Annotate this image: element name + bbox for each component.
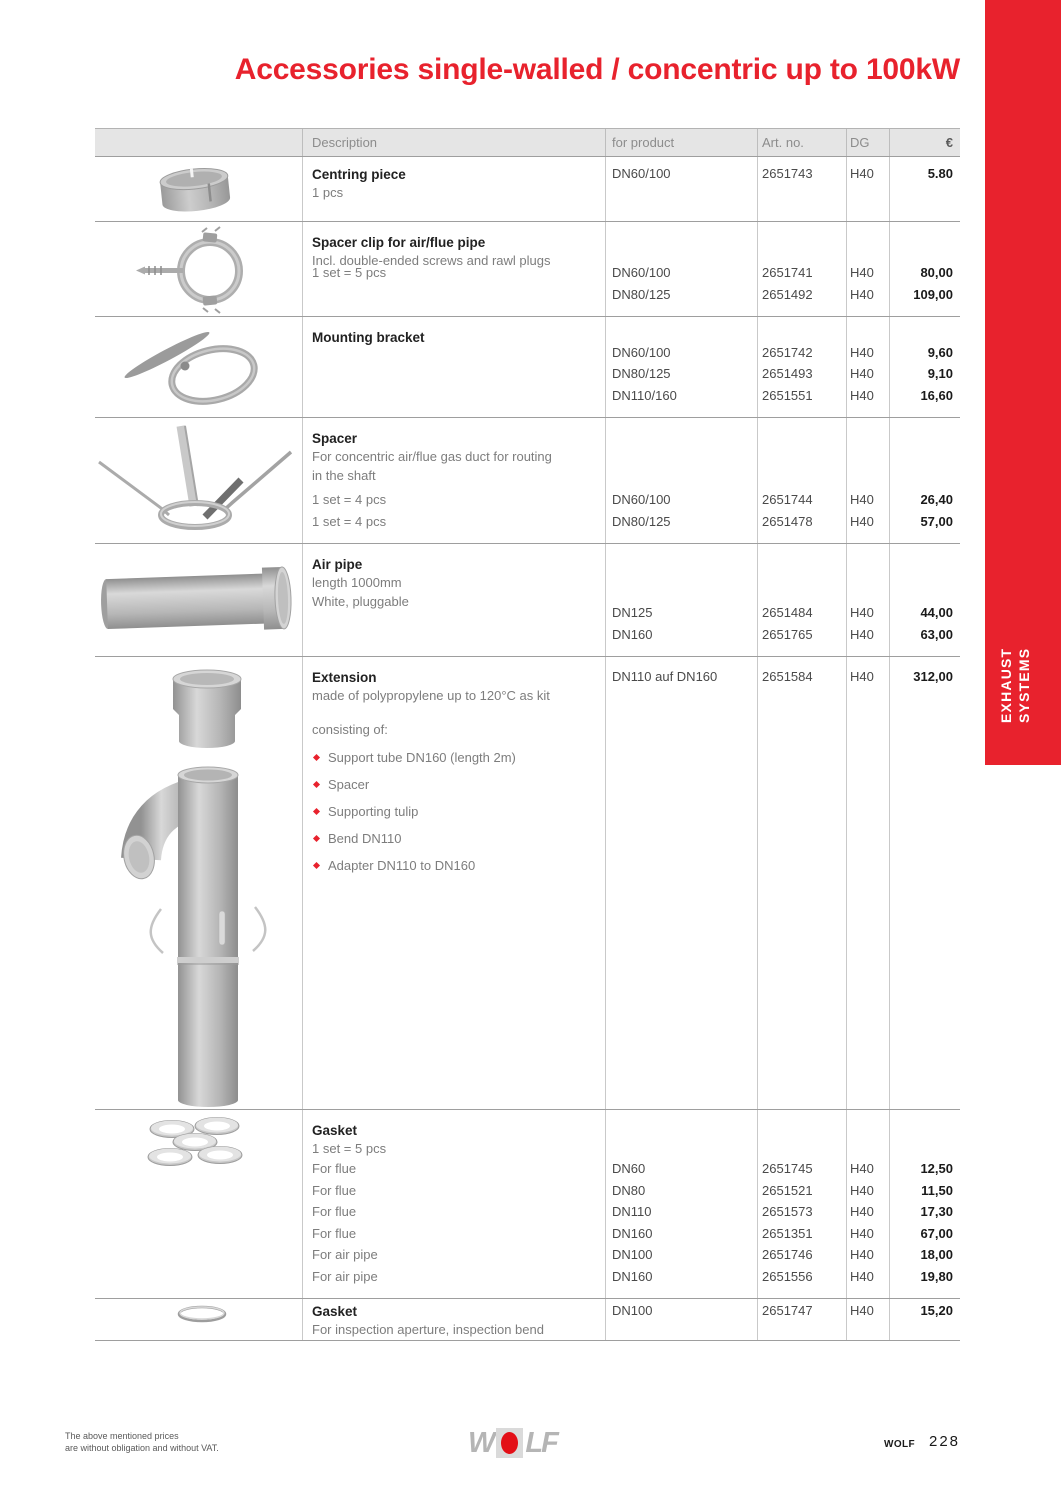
dg-cell: H40 xyxy=(850,1247,874,1262)
variant-line xyxy=(95,514,960,536)
price-cell: 11,50 xyxy=(921,1182,953,1198)
art-no-cell: 2651484 xyxy=(762,605,813,620)
logo-letter-w: W xyxy=(468,1427,494,1459)
for-product-cell: DN110/160 xyxy=(612,387,677,403)
product-table xyxy=(95,128,960,1341)
dg-cell: H40 xyxy=(850,513,874,529)
for-product-cell: DN100 xyxy=(612,1247,653,1262)
list-item xyxy=(312,775,598,794)
header-art-no: Art. no. xyxy=(762,135,804,150)
logo-letter-lf: LF xyxy=(525,1427,557,1459)
art-no-cell: 2651584 xyxy=(762,669,813,684)
for-product-cell: DN60/100 xyxy=(612,166,671,181)
table-row-gasket-inspection xyxy=(95,1299,960,1341)
logo-o-mark xyxy=(496,1428,523,1458)
price-cell: 18,00 xyxy=(920,1247,953,1262)
for-product-cell: DN100 xyxy=(612,1303,653,1318)
for-product-cell: DN80/125 xyxy=(612,286,671,302)
row-description xyxy=(312,669,598,883)
price-cell: 57,00 xyxy=(920,513,953,529)
row-subtitle: 1 set = 5 pcs xyxy=(312,1141,387,1156)
price-cell: 9,10 xyxy=(927,366,953,381)
for-product-cell: DN160 xyxy=(612,1225,653,1241)
table-row-centring-piece xyxy=(95,157,960,222)
row-subtitle: Incl. double-ended screws and rawl plugs xyxy=(312,253,551,268)
for-product-cell: DN60/100 xyxy=(612,344,671,360)
list-item-text: Adapter DN110 to DN160 xyxy=(328,858,476,873)
list-item-text: Spacer xyxy=(328,777,370,792)
table-header-row xyxy=(95,128,960,157)
extension-image xyxy=(95,657,302,1109)
column-divider xyxy=(846,657,847,1109)
variant-line xyxy=(95,287,960,309)
art-no-cell: 2651556 xyxy=(762,1268,813,1284)
variant-lines xyxy=(95,1161,960,1290)
variant-line xyxy=(95,265,960,287)
art-no-cell: 2651492 xyxy=(762,286,813,302)
variant-line xyxy=(95,388,960,410)
dg-cell: H40 xyxy=(850,1182,874,1198)
dg-cell: H40 xyxy=(850,669,874,684)
header-description: Description xyxy=(312,135,378,150)
art-no-cell: 2651521 xyxy=(762,1182,813,1198)
dg-cell: H40 xyxy=(850,286,874,302)
header-euro: € xyxy=(945,135,953,150)
footer-note-line2: are without obligation and without VAT. xyxy=(65,1443,219,1453)
bullet-icon xyxy=(313,862,320,869)
dg-cell: H40 xyxy=(850,344,874,360)
for-product-cell: DN110 auf DN160 xyxy=(612,669,718,684)
footer-price-note xyxy=(65,1430,219,1454)
table-row-gasket-set xyxy=(95,1110,960,1299)
page-number: 228 xyxy=(929,1433,961,1450)
art-no-cell: 2651478 xyxy=(762,513,813,529)
section-tab-label xyxy=(997,603,1033,723)
art-no-cell: 2651351 xyxy=(762,1225,813,1241)
row-description xyxy=(312,1122,598,1159)
price-cell: 15,20 xyxy=(920,1303,953,1318)
variant-line xyxy=(95,345,960,367)
variant-desc-cell: For air pipe xyxy=(312,1268,378,1284)
for-product-cell: DN80 xyxy=(612,1182,646,1198)
variant-line xyxy=(95,1183,960,1205)
wolf-logo xyxy=(468,1426,557,1460)
table-row-spacer-clip xyxy=(95,222,960,317)
price-cell: 5.80 xyxy=(927,166,953,181)
price-cell: 44,00 xyxy=(920,605,953,620)
variant-line xyxy=(95,669,960,691)
variant-lines xyxy=(95,1303,960,1325)
variant-desc-cell: For flue xyxy=(312,1161,357,1176)
variant-line xyxy=(95,1247,960,1269)
row-subtitle: For inspection aperture, inspection bend xyxy=(312,1322,544,1337)
price-cell: 67,00 xyxy=(920,1225,953,1241)
variant-line xyxy=(95,627,960,649)
variant-line xyxy=(95,1303,960,1325)
dg-cell: H40 xyxy=(850,387,874,403)
column-divider xyxy=(302,657,303,1109)
dg-cell: H40 xyxy=(850,1303,874,1318)
variant-lines xyxy=(95,345,960,410)
art-no-cell: 2651765 xyxy=(762,626,813,642)
variant-line xyxy=(95,1269,960,1291)
row-subtitle: in the shaft xyxy=(312,467,376,483)
variant-desc-cell: For flue xyxy=(312,1225,357,1241)
kit-contents-list xyxy=(312,748,598,875)
for-product-cell: DN125 xyxy=(612,605,653,620)
art-no-cell: 2651745 xyxy=(762,1161,813,1176)
dg-cell: H40 xyxy=(850,1225,874,1241)
dg-cell: H40 xyxy=(850,166,874,181)
for-product-cell: DN60/100 xyxy=(612,265,671,280)
variant-desc-cell: For air pipe xyxy=(312,1247,378,1262)
variant-line xyxy=(95,1161,960,1183)
art-no-cell: 2651742 xyxy=(762,344,813,360)
row-title: Spacer clip for air/flue pipe xyxy=(312,235,486,250)
art-no-cell: 2651743 xyxy=(762,166,813,181)
for-product-cell: DN160 xyxy=(612,626,653,642)
list-item xyxy=(312,856,598,875)
row-title: Extension xyxy=(312,670,377,685)
column-divider xyxy=(605,657,606,1109)
consisting-label: consisting of: xyxy=(312,721,388,737)
bullet-icon xyxy=(313,835,320,842)
dg-cell: H40 xyxy=(850,1204,874,1219)
variant-line xyxy=(95,366,960,388)
list-item xyxy=(312,802,598,821)
logo-red-dot-icon xyxy=(501,1432,518,1454)
table-row-extension xyxy=(95,657,960,1110)
price-cell: 17,30 xyxy=(920,1204,953,1219)
row-title: Mounting bracket xyxy=(312,330,425,345)
dg-cell: H40 xyxy=(850,1268,874,1284)
row-title: Gasket xyxy=(312,1304,358,1319)
row-description xyxy=(312,556,598,611)
variant-line xyxy=(95,492,960,514)
variant-lines xyxy=(95,166,960,188)
row-subtitle: For concentric air/flue gas duct for routing xyxy=(312,449,552,464)
dg-cell: H40 xyxy=(850,366,874,381)
price-cell: 312,00 xyxy=(913,669,953,684)
art-no-cell: 2651573 xyxy=(762,1204,813,1219)
table-row-spacer xyxy=(95,418,960,544)
list-item xyxy=(312,829,598,848)
variant-line xyxy=(95,1226,960,1248)
variant-lines xyxy=(95,605,960,648)
column-divider xyxy=(302,129,303,156)
art-no-cell: 2651746 xyxy=(762,1247,813,1262)
for-product-cell: DN80/125 xyxy=(612,366,671,381)
price-cell: 109,00 xyxy=(913,286,953,302)
variant-desc-cell: 1 set = 4 pcs xyxy=(312,513,387,529)
list-item-text: Support tube DN160 (length 2m) xyxy=(328,750,516,765)
dg-cell: H40 xyxy=(850,626,874,642)
column-divider xyxy=(889,129,890,156)
variant-line xyxy=(95,605,960,627)
column-divider xyxy=(757,129,758,156)
price-cell: 12,50 xyxy=(920,1161,953,1176)
row-title: Air pipe xyxy=(312,557,363,572)
dg-cell: H40 xyxy=(850,1161,874,1176)
for-product-cell: DN60 xyxy=(612,1161,646,1176)
list-item xyxy=(312,748,598,767)
variant-desc-cell: 1 set = 4 pcs xyxy=(312,492,387,507)
price-cell: 16,60 xyxy=(920,387,953,403)
bullet-icon xyxy=(313,754,320,761)
header-dg: DG xyxy=(850,135,870,150)
row-subtitle: made of polypropylene up to 120°C as kit xyxy=(312,688,550,703)
bullet-icon xyxy=(313,808,320,815)
variant-line xyxy=(95,166,960,188)
price-cell: 9,60 xyxy=(927,344,953,360)
variant-desc-cell: For flue xyxy=(312,1182,357,1198)
art-no-cell: 2651747 xyxy=(762,1303,813,1318)
variant-lines xyxy=(95,492,960,535)
for-product-cell: DN80/125 xyxy=(612,513,671,529)
bullet-icon xyxy=(313,781,320,788)
variant-lines xyxy=(95,265,960,308)
section-tab-line1: EXHAUST xyxy=(998,647,1014,723)
dg-cell: H40 xyxy=(850,265,874,280)
price-cell: 19,80 xyxy=(920,1268,953,1284)
list-item-text: Supporting tulip xyxy=(328,804,419,819)
art-no-cell: 2651744 xyxy=(762,492,813,507)
section-tab-line2: SYSTEMS xyxy=(1016,647,1032,723)
list-item-text: Bend DN110 xyxy=(328,831,402,846)
variant-desc-cell: For flue xyxy=(312,1204,357,1219)
variant-lines xyxy=(95,669,960,691)
for-product-cell: DN110 xyxy=(612,1204,652,1219)
for-product-cell: DN60/100 xyxy=(612,492,671,507)
column-divider xyxy=(757,657,758,1109)
column-divider xyxy=(889,657,890,1109)
footer-brand: WOLF xyxy=(884,1439,916,1450)
row-title: Centring piece xyxy=(312,167,406,182)
header-for-product: for product xyxy=(612,135,675,150)
art-no-cell: 2651493 xyxy=(762,366,813,381)
art-no-cell: 2651551 xyxy=(762,387,813,403)
row-title: Spacer xyxy=(312,431,358,446)
price-cell: 80,00 xyxy=(920,265,953,280)
row-subtitle: 1 pcs xyxy=(312,185,344,200)
row-subtitle: White, pluggable xyxy=(312,593,409,609)
row-description xyxy=(312,430,598,485)
price-cell: 63,00 xyxy=(920,626,953,642)
row-title: Gasket xyxy=(312,1123,358,1138)
column-divider xyxy=(846,129,847,156)
art-no-cell: 2651741 xyxy=(762,265,813,280)
column-divider xyxy=(605,129,606,156)
dg-cell: H40 xyxy=(850,492,874,507)
variant-desc-cell: 1 set = 5 pcs xyxy=(312,265,387,280)
for-product-cell: DN160 xyxy=(612,1268,653,1284)
variant-line xyxy=(95,1204,960,1226)
table-row-mounting-bracket xyxy=(95,317,960,418)
page-title: Accessories single-walled / concentric up to 100kW xyxy=(234,53,960,86)
dg-cell: H40 xyxy=(850,605,874,620)
price-cell: 26,40 xyxy=(920,492,953,507)
footer-note-line1: The above mentioned prices xyxy=(65,1431,179,1441)
row-subtitle: length 1000mm xyxy=(312,575,402,590)
table-row-air-pipe xyxy=(95,544,960,657)
